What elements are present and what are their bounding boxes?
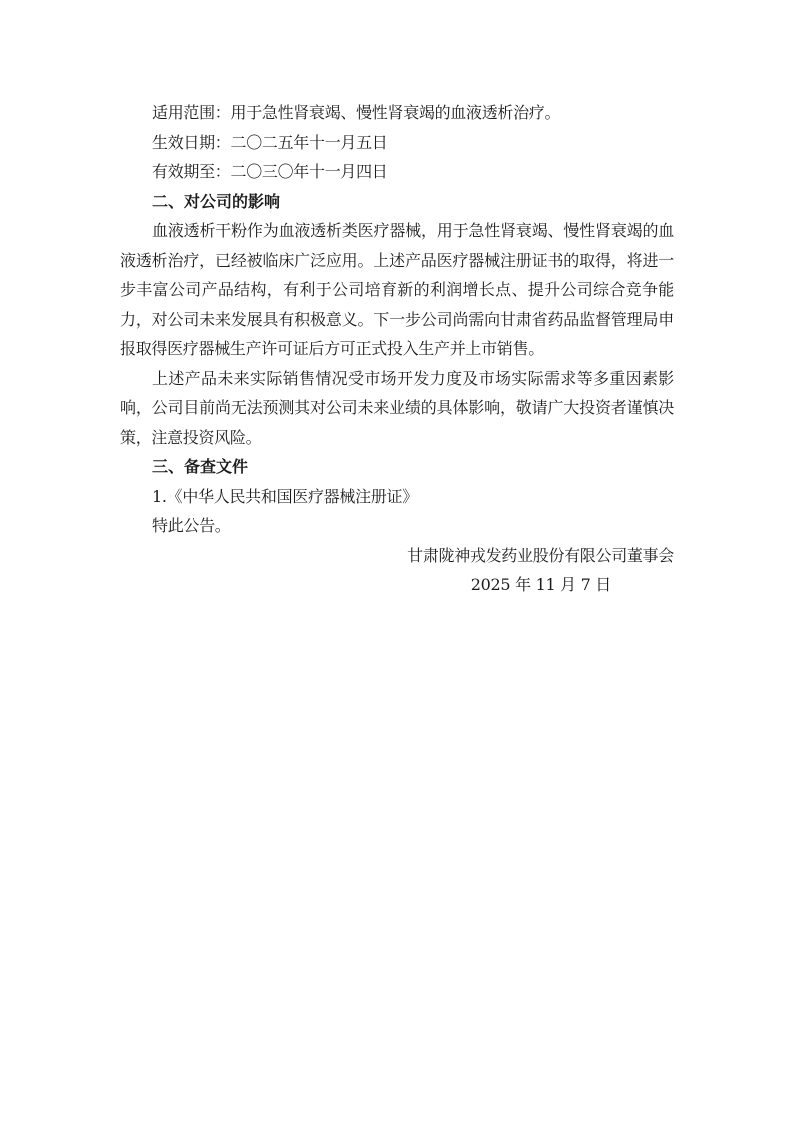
impact-paragraph-2: 上述产品未来实际销售情况受市场开发力度及市场实际需求等多重因素影响，公司目前尚无法预测其对公司未来业绩的具体影响，敬请广大投资者谨慎决策，注意投资风险。 [120,368,674,447]
section-impact-heading: 二、对公司的影响 [152,191,281,211]
scope-line: 适用范围：用于急性肾衰竭、慢性肾衰竭的血液透析治疗。 [152,103,561,122]
signature-line: 甘肃陇神戎发药业股份有限公司董事会 [407,545,674,565]
impact-paragraph-1: 血液透析干粉作为血液透析类医疗器械，用于急性肾衰竭、慢性肾衰竭的血液透析治疗，已经被临床广泛应用。上述产品医疗器械注册证书的取得，将进一步丰富公司产品结构，有利于公司培育新的利润增长点、提升公司综合竞争能力，对公司未来发展具有积极意义。下一步公司尚需向甘肃省药品监督管理局申报取得医疗器械生产许可证后方可正式投入生产并上市销售。 [120,221,674,358]
closing-line: 特此公告。 [152,516,231,535]
effective-date-line: 生效日期：二〇二五年十一月五日 [152,132,388,152]
valid-until-line: 有效期至：二〇三〇年十一月四日 [152,162,388,181]
section-reference-heading: 三、备查文件 [152,457,249,476]
reference-document-item: 1.《中华人民共和国医疗器械注册证》 [152,486,418,506]
date-line: 2025 年 11 月 7 日 [470,575,611,594]
